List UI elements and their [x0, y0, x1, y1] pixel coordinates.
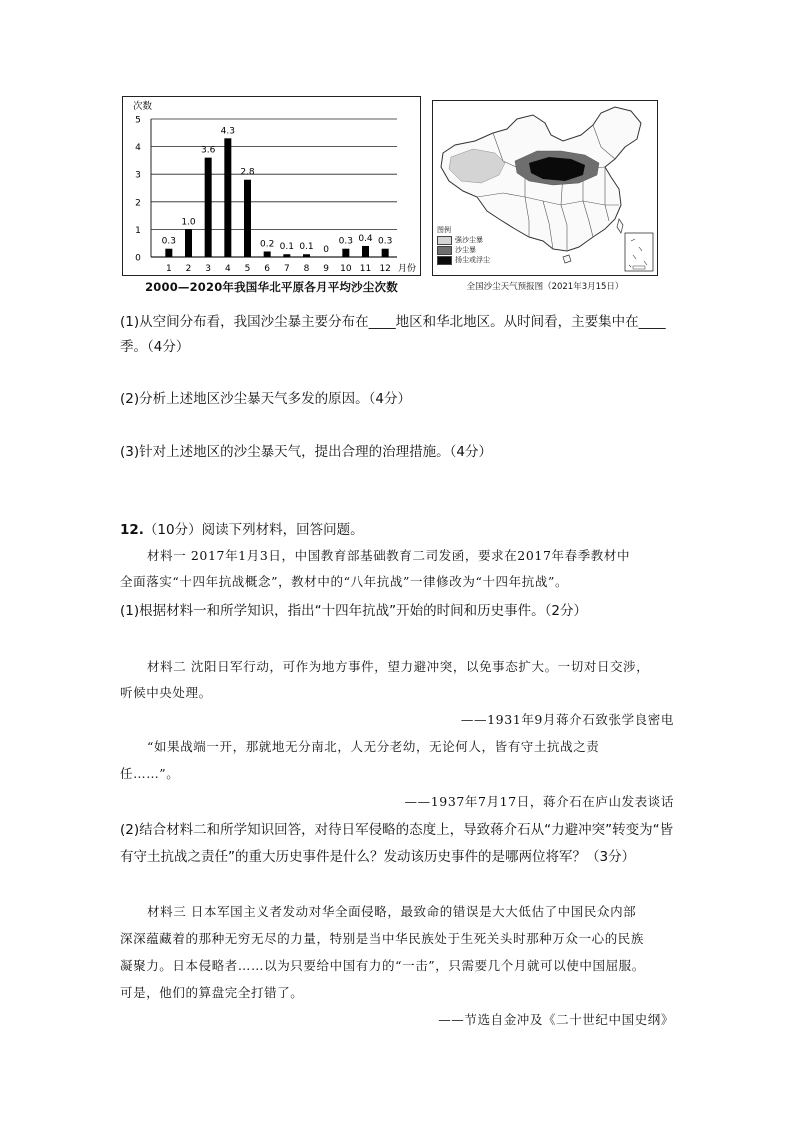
- question-1-line-2: 季。（4分）: [120, 339, 190, 355]
- legend-item-sandstorm: [437, 245, 490, 255]
- bar: [185, 229, 192, 257]
- bar: [224, 138, 231, 257]
- bar: [165, 249, 172, 257]
- dust-frequency-chart: [122, 96, 421, 276]
- data-label: 0.3: [378, 236, 393, 247]
- y-axis-label: 次数: [133, 101, 153, 112]
- map-legend: [437, 225, 490, 265]
- data-label: 3.6: [201, 145, 216, 156]
- material-2-line-3: “如果战端一开，那就地无分南北，人无分老幼，无论何人，皆有守土抗战之责: [147, 739, 600, 754]
- legend-swatch: [437, 236, 452, 245]
- data-label: 0: [323, 245, 330, 255]
- bar: [342, 249, 349, 257]
- x-tick-label: 9: [323, 264, 330, 274]
- material-3-line-3: 凝聚力。日本侵略者……以为只要给中国有力的“一击”，只需要几个月就可以使中国屈服。: [120, 958, 645, 973]
- material-2-line-4: 任……”。: [120, 766, 180, 781]
- material-1-line-1: 材料一 2017年1月3日，中国教育部基础教育二司发函，要求在2017年春季教材中: [147, 548, 631, 563]
- map-caption: 全国沙尘天气预报图（2021年3月15日）: [466, 282, 624, 292]
- dust-forecast-map: [432, 100, 658, 276]
- data-label: 0.1: [299, 242, 314, 253]
- legend-item-strong-sandstorm: [437, 235, 490, 245]
- data-label: 0.2: [260, 239, 275, 250]
- y-tick-label: 4: [135, 143, 141, 154]
- bar: [362, 246, 369, 257]
- bar: [283, 254, 290, 257]
- y-tick-label: 1: [135, 225, 141, 236]
- bar: [303, 254, 310, 257]
- data-label: 2.8: [240, 167, 255, 178]
- bar: [264, 251, 271, 257]
- chart-svg: [123, 97, 420, 275]
- data-label: 0.1: [279, 242, 294, 253]
- sub-question-2-line-2: 有守土抗战之责任”的重大历史事件是什么？发动该历史事件的是哪两位将军？（3分）: [120, 849, 636, 865]
- y-tick-label: 3: [135, 170, 141, 181]
- material-1-line-2: 全面落实“十四年抗战概念”，教材中的“八年抗战”一律修改为“十四年抗战”。: [120, 574, 569, 589]
- x-tick-label: 4: [224, 264, 231, 274]
- x-tick-label: 1: [165, 264, 172, 274]
- data-label: 1.0: [181, 217, 196, 228]
- question-12-number: 12.: [120, 522, 144, 538]
- x-tick-label: 2: [185, 264, 192, 274]
- legend-item-dust: [437, 255, 490, 265]
- sub-question-1: (1)根据材料一和所学知识，指出“十四年抗战”开始的时间和历史事件。（2分）: [120, 603, 587, 619]
- question-12-header: [120, 518, 364, 538]
- x-tick-label: 5: [244, 264, 251, 274]
- question-3: (3)针对上述地区的沙尘暴天气，提出合理的治理措施。（4分）: [120, 444, 492, 460]
- material-3-line-2: 深深蕴藏着的那种无穷无尽的力量，特别是当中华民族处于生死关头时那种万众一心的民族: [120, 931, 645, 946]
- legend-label: 沙尘暴: [455, 246, 476, 254]
- y-tick-label: 5: [135, 115, 141, 126]
- material-3-line-1: 材料三 日本军国主义者发动对华全面侵略，最致命的错误是大大低估了中国民众内部: [147, 904, 637, 919]
- data-label: 0.4: [358, 233, 373, 244]
- material-3-line-4: 可是，他们的算盘完全打错了。: [120, 985, 304, 1000]
- data-label: 4.3: [220, 126, 235, 137]
- data-label: 0.3: [161, 236, 176, 247]
- question-1-line-1: (1)从空间分布看，我国沙尘暴主要分布在____地区和华北地区。从时间看，主要集中在____: [120, 314, 666, 330]
- question-2: (2)分析上述地区沙尘暴天气多发的原因。（4分）: [120, 391, 411, 407]
- bar: [244, 180, 251, 257]
- material-2-source-2: ——1937年7月17日，蒋介石在庐山发表谈话: [404, 794, 674, 809]
- x-axis-label: 月份: [397, 264, 417, 274]
- x-tick-label: 12: [379, 264, 391, 274]
- material-2-source-1: ——1931年9月蒋介石致张学良密电: [460, 712, 674, 727]
- legend-label: 扬尘或浮尘: [455, 256, 490, 264]
- material-2-line-2: 听候中央处理。: [120, 685, 212, 700]
- bar: [205, 158, 212, 257]
- x-tick-label: 6: [264, 264, 271, 274]
- y-tick-label: 2: [135, 198, 141, 209]
- question-12-instruction: （10分）阅读下列材料，回答问题。: [143, 522, 364, 538]
- x-tick-label: 7: [283, 264, 290, 274]
- material-3-source: ——节选自金冲及《二十世纪中国史纲》: [438, 1012, 674, 1027]
- map-legend-title: 图例: [437, 226, 451, 234]
- x-tick-label: 3: [205, 264, 212, 274]
- legend-swatch: [437, 246, 452, 255]
- legend-label: 强沙尘暴: [455, 236, 483, 244]
- chart-caption: 2000—2020年我国华北平原各月平均沙尘次数: [145, 280, 398, 294]
- material-2-line-1: 材料二 沈阳日军行动，可作为地方事件，望力避冲突，以免事态扩大。一切对日交涉，: [147, 659, 650, 674]
- x-tick-label: 10: [340, 264, 352, 274]
- x-tick-label: 8: [303, 264, 310, 274]
- data-label: 0.3: [338, 236, 353, 247]
- bar: [382, 249, 389, 257]
- sub-question-2-line-1: (2)结合材料二和所学知识回答，对待日军侵略的态度上，导致蒋介石从“力避冲突”转变为“皆: [120, 822, 674, 838]
- y-tick-label: 0: [135, 253, 141, 264]
- legend-swatch: [437, 256, 452, 265]
- x-tick-label: 11: [359, 264, 372, 274]
